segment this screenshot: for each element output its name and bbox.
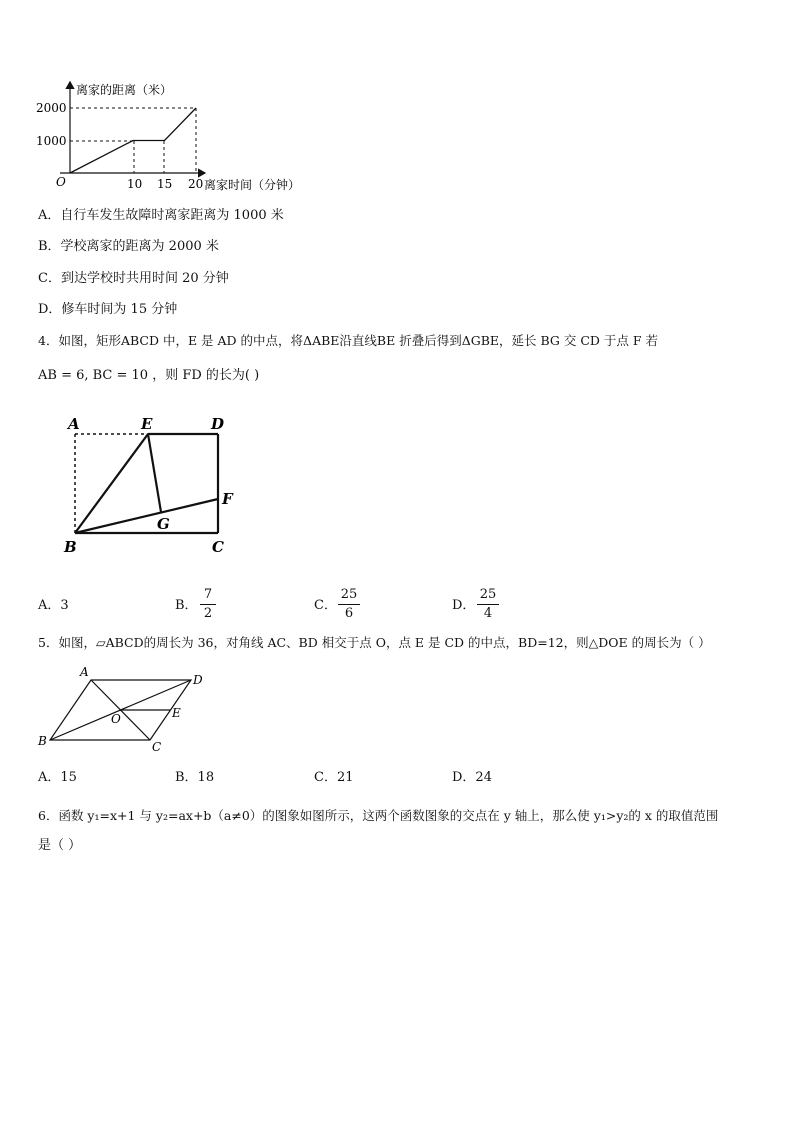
q4-label-C: C <box>212 538 224 556</box>
q4-label-E: E <box>141 415 153 433</box>
q5-option-c: C．21 <box>314 770 354 785</box>
x-tick-15: 15 <box>157 177 173 191</box>
q6-stem-line1: 6．函数 y₁=x+1 与 y₂=ax+b（a≠0）的图象如图所示，这两个函数图象的交点在 y 轴上，那么使 y₁>y₂的 x 的取值范围 <box>38 808 719 823</box>
x-axis-label: 离家时间（分钟） <box>204 178 301 192</box>
q4-option-c-fraction: 25 6 <box>338 587 360 622</box>
q3-option-c: C．到达学校时共用时间 20 分钟 <box>38 271 229 286</box>
q4-option-c-prefix: C． <box>314 598 337 613</box>
q6-stem-line2: 是（ ） <box>38 838 82 853</box>
q4-option-d-fraction: 25 4 <box>477 587 499 622</box>
q4-stem-line1: 4．如图，矩形ABCD 中，E 是 AD 的中点，将ΔABE沿直线BE 折叠后得到ΔGBE，延长 BG 交 CD 于点 F 若 <box>38 333 659 348</box>
q5-option-d: D．24 <box>452 770 492 785</box>
q4-rectangle-figure <box>58 412 248 562</box>
q4-option-b-fraction: 7 2 <box>200 587 216 622</box>
q5-label-D: D <box>193 673 203 687</box>
q4-label-G: G <box>157 515 170 533</box>
q5-label-A: A <box>80 665 89 679</box>
q4-option-a: A．3 <box>38 598 69 613</box>
q3-option-b: B．学校离家的距离为 2000 米 <box>38 239 219 254</box>
q5-label-C: C <box>152 740 162 754</box>
q5-option-b: B．18 <box>175 770 215 785</box>
q5-label-E: E <box>172 706 181 720</box>
q3-option-a: A．自行车发生故障时离家距离为 1000 米 <box>38 208 284 223</box>
q5-option-a: A．15 <box>38 770 77 785</box>
q5-label-O: O <box>111 712 121 726</box>
q4-label-F: F <box>222 490 233 508</box>
q3-option-d: D．修车时间为 15 分钟 <box>38 302 178 317</box>
q4-label-B: B <box>64 538 77 556</box>
q4-option-d-prefix: D． <box>452 598 476 613</box>
q4-option-b-prefix: B． <box>175 598 198 613</box>
x-tick-20: 20 <box>188 177 204 191</box>
q5-parallelogram-figure <box>34 665 224 755</box>
q5-stem: 5．如图，▱ABCD的周长为 36，对角线 AC、BD 相交于点 O，点 E 是 CD 的中点，BD=12，则△DOE 的周长为（ ） <box>38 635 711 650</box>
q4-label-A: A <box>68 415 80 433</box>
q4-label-D: D <box>211 415 225 433</box>
y-tick-1000: 1000 <box>36 134 67 148</box>
q5-label-B: B <box>38 734 47 748</box>
y-tick-2000: 2000 <box>36 101 67 115</box>
x-tick-10: 10 <box>127 177 143 191</box>
y-axis-label: 离家的距离（米） <box>76 83 173 97</box>
distance-time-graph <box>30 78 330 198</box>
q4-stem-line2: AB = 6, BC = 10 ，则 FD 的长为( ) <box>38 368 260 383</box>
origin-label: O <box>56 175 66 189</box>
